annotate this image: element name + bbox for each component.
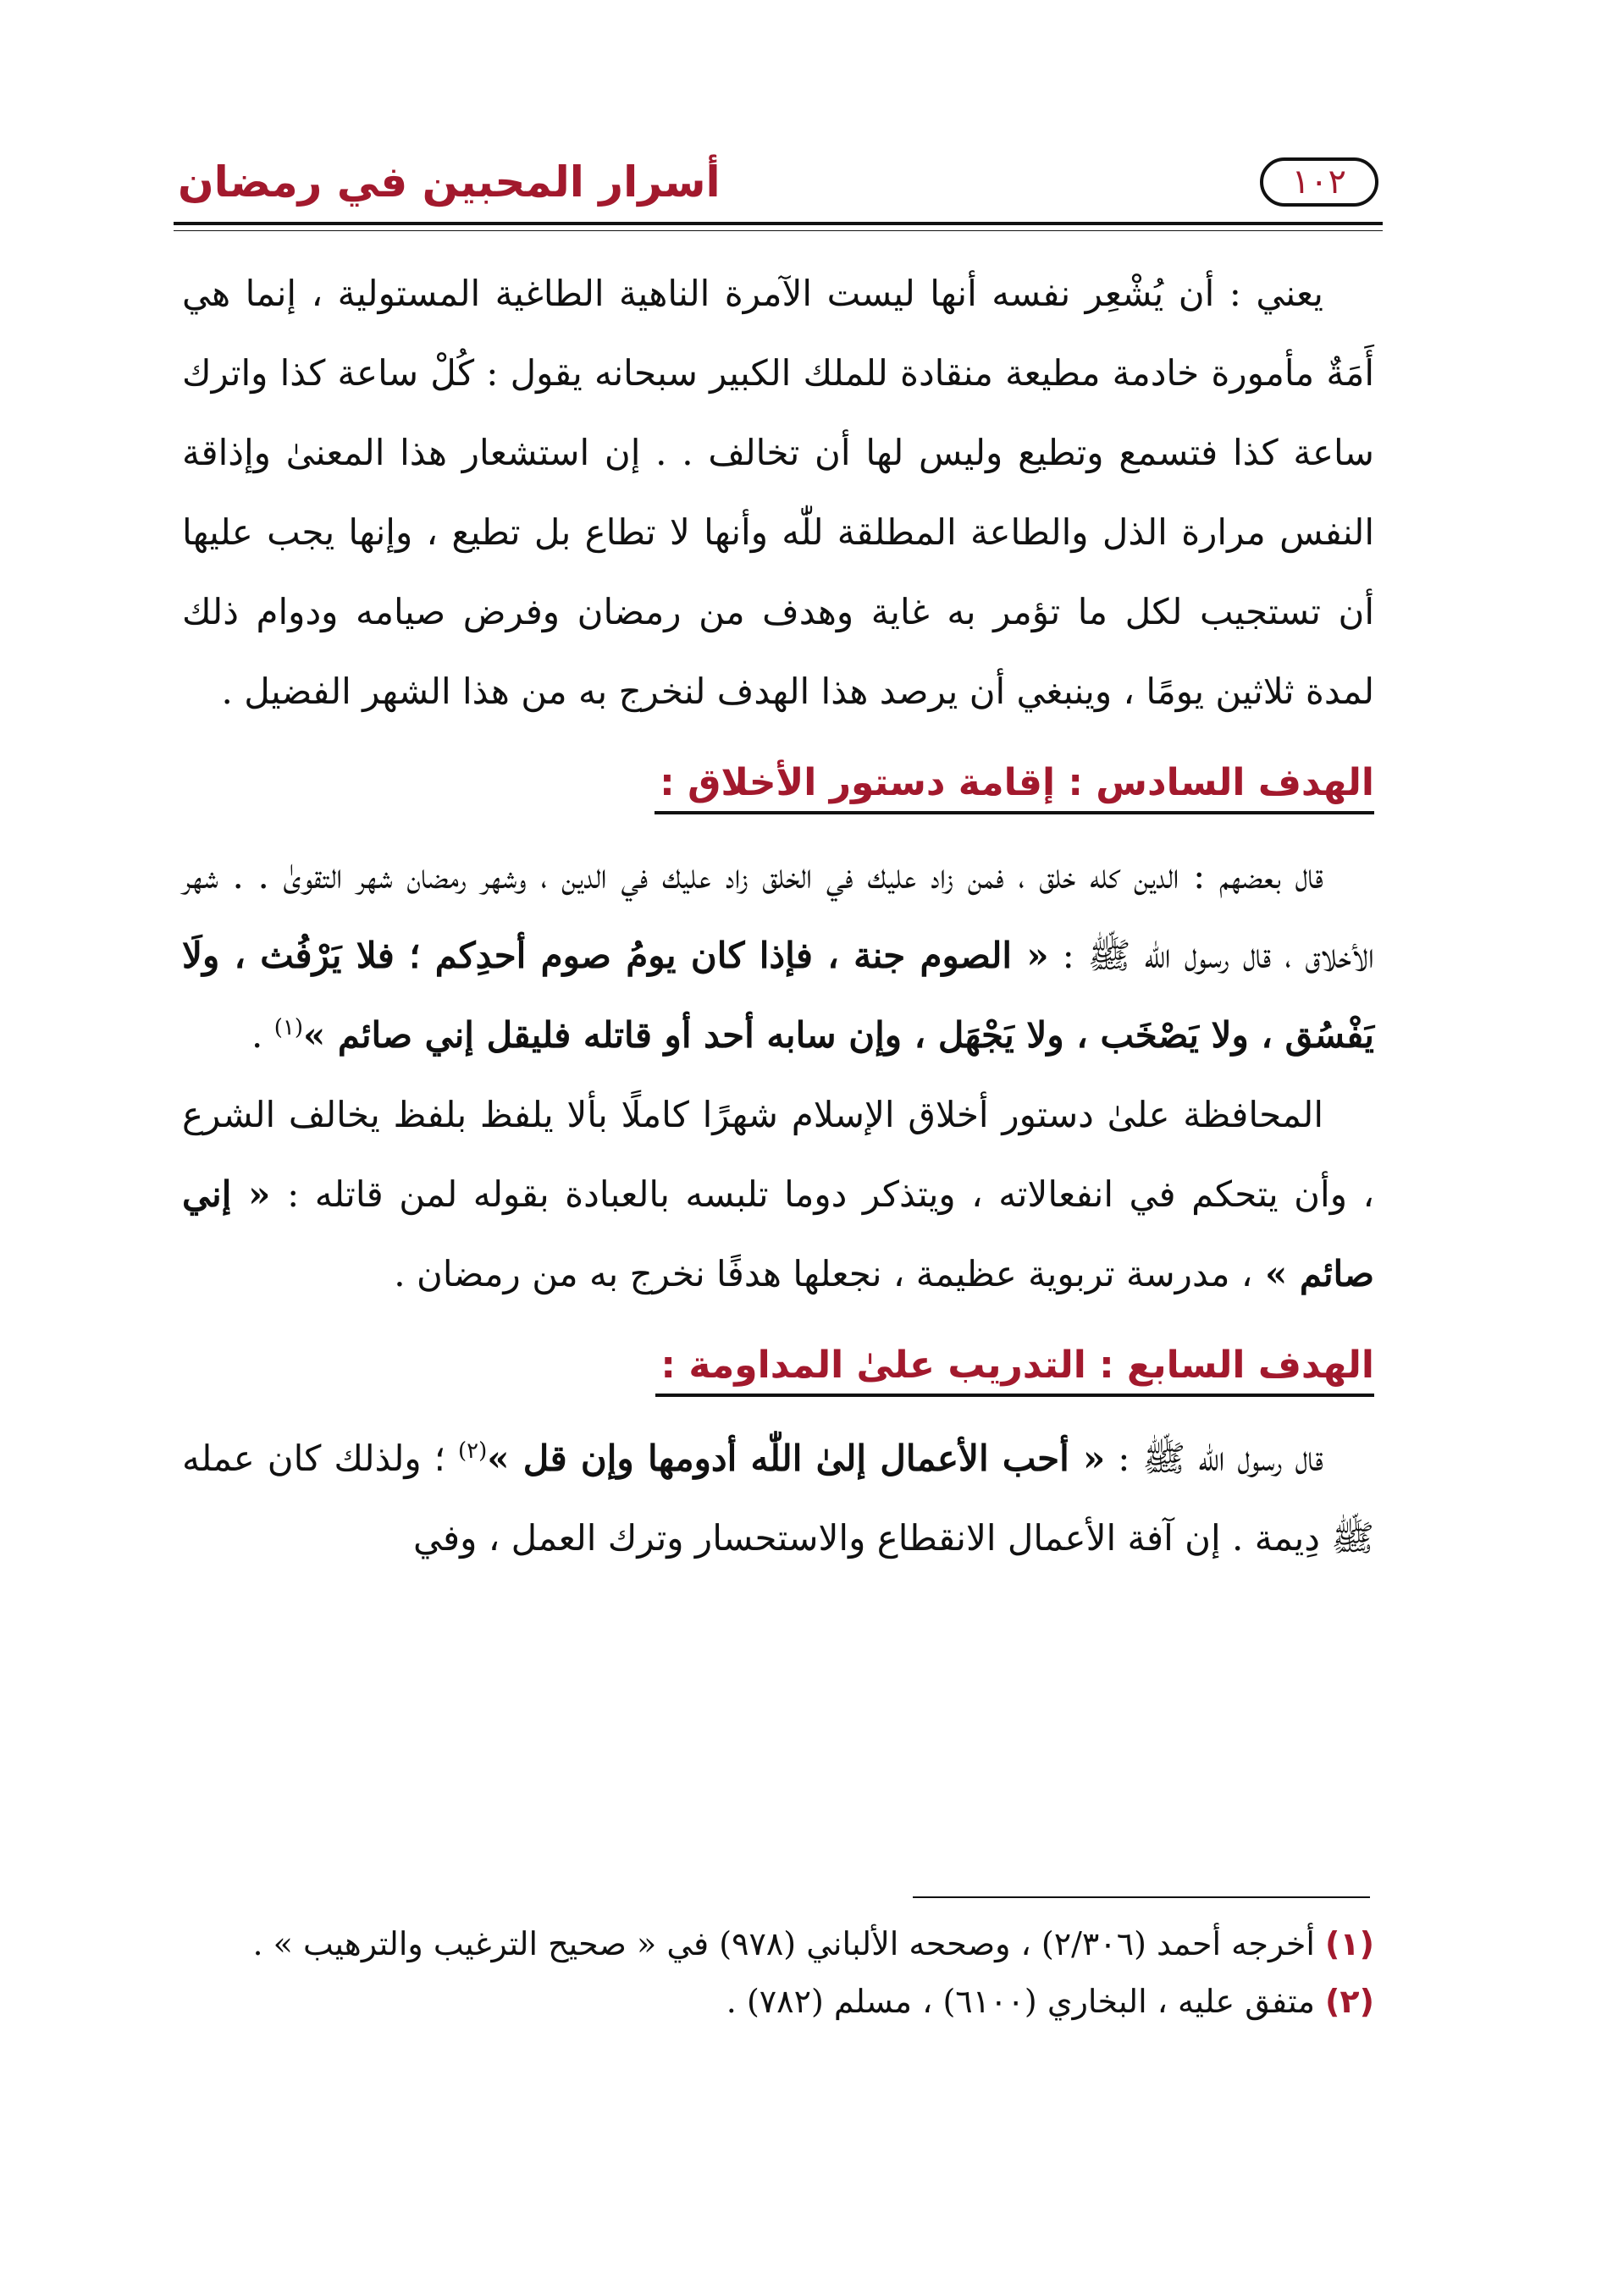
hadith-fasting: « الصوم جنة ، فإذا كان يومُ صوم أحدِكم ؛ فلا يَرْفُث ، ولَا يَفْسُق ، ولا يَصْخَب ، ولا يَجْهَل ، وإن سابه أحد أو قاتله فليقل إني صائم » (182, 935, 1374, 1056)
footnote-2-number: (٢) (1325, 1983, 1374, 2020)
page-number: ١٠٢ (1260, 157, 1378, 207)
paragraph-2-end: . (251, 1014, 274, 1056)
paragraph-2 (182, 836, 1374, 1075)
footnote-ref-2[interactable]: (٢) (457, 1438, 488, 1464)
header-rule-thin (174, 230, 1383, 231)
footnote-1 (182, 1915, 1374, 1973)
page-title: أسرار المحبين في رمضان (178, 157, 721, 207)
header-rule (174, 222, 1383, 225)
paragraph-3-a: المحافظة علىٰ دستور أخلاق الإسلام شهرًا كاملًا بألا يلفظ بلفظ يخالف الشرع ، وأن يتحكم في انفعالاته ، ويتذكر دوما تلبسه بالعبادة بقوله لمن قاتله : (182, 1094, 1375, 1215)
phrase-inni-saim: « إني صائم » (182, 1173, 1374, 1294)
footnote-2-text: متفق عليه ، البخاري (٦١٠٠) ، مسلم (٧٨٢) . (726, 1983, 1326, 2020)
paragraph-3-b: ، مدرسة تربوية عظيمة ، نجعلها هدفًا نخرج به من رمضان . (394, 1253, 1253, 1294)
paragraph-4-a: قال رسول اللّٰه ﷺ : (1105, 1438, 1323, 1479)
heading-6-text: الهدف السادس : إقامة دستور الأخلاق : (655, 760, 1374, 814)
heading-7-text: الهدف السابع : التدريب علىٰ المداومة : (655, 1343, 1374, 1397)
hadith-deeds: « أحب الأعمال إلىٰ اللّٰه أدومها وإن قل » (487, 1438, 1106, 1479)
page-body (182, 254, 1374, 1578)
footnote-1-number: (١) (1325, 1925, 1374, 1962)
footnote-1-text: أخرجه أحمد (٢/٣٠٦) ، وصححه الألباني (٩٧٨) في « صحيح الترغيب والترهيب » . (252, 1925, 1326, 1962)
paragraph-1: يعني : أن يُشْعِر نفسه أنها ليست الآمرة الناهية الطاغية المستولية ، إنما هي أَمَةٌ مأمورة خادمة مطيعة منقادة للملك الكبير سبحانه يقول : كُلْ ساعة كذا واترك ساعة كذا فتسمع وتطيع وليس لها أن تخالف . . إن استشعار هذا المعنىٰ وإذاقة النفس مرارة الذل والطاعة المطلقة للّٰه وأنها لا تطاع بل تطيع ، وإنها يجب عليها أن تستجيب لكل ما تؤمر به غاية وهدف من رمضان وفرض صيامه ودوام ذلك لمدة ثلاثين يومًا ، وينبغي أن يرصد هذا الهدف لنخرج به من هذا الشهر الفضيل . (182, 273, 1374, 712)
paragraph-4 (182, 1419, 1374, 1578)
section-heading-6 (182, 760, 1374, 814)
footnote-separator (913, 1896, 1370, 1898)
section-heading-7 (182, 1343, 1374, 1397)
paragraph-4-b: ؛ ولذلك كان عمله ﷺ دِيمة . إن آفة الأعمال الانقطاع والاستحسار وترك العمل ، وفي (182, 1438, 1374, 1559)
footnote-ref-1[interactable]: (١) (273, 1015, 304, 1040)
page-header (178, 152, 1378, 212)
footnote-2 (182, 1973, 1374, 2030)
paragraph-3 (182, 1075, 1374, 1314)
paragraph-2-intro: قال بعضهم : الدين كله خلق ، فمن زاد عليك في الخلق زاد عليك في الدين ، وشهر رمضان شهر التقوىٰ . . شهر الأخلاق ، قال رسول اللّٰه ﷺ : (182, 855, 1375, 976)
footnotes (182, 1915, 1374, 2030)
